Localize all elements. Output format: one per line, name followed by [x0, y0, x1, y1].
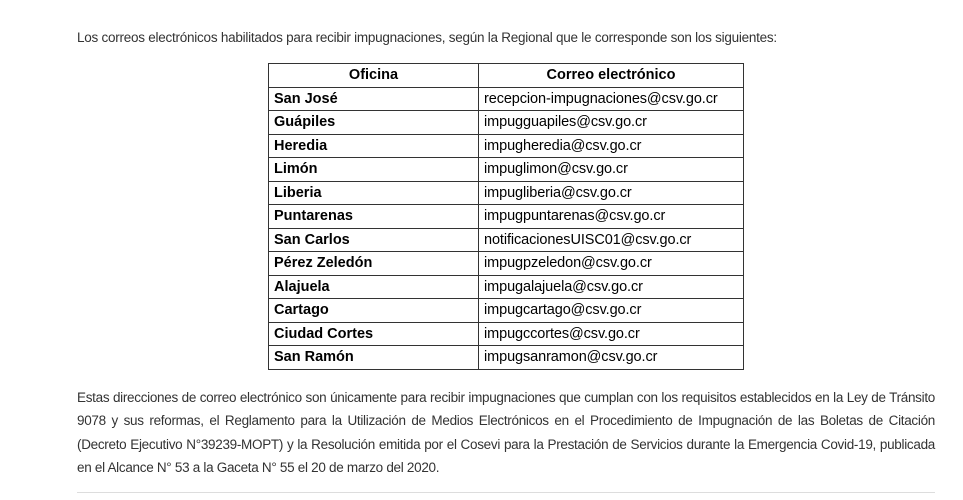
office-cell: Puntarenas: [269, 205, 479, 229]
office-cell: Limón: [269, 158, 479, 182]
email-cell: recepcion-impugnaciones@csv.go.cr: [479, 87, 744, 111]
table-row: [269, 228, 744, 252]
table-row: [269, 158, 744, 182]
email-cell: impugpuntarenas@csv.go.cr: [479, 205, 744, 229]
email-cell: impugliberia@csv.go.cr: [479, 181, 744, 205]
office-cell: Alajuela: [269, 275, 479, 299]
email-cell: impuglimon@csv.go.cr: [479, 158, 744, 182]
table-row: [269, 111, 744, 135]
email-cell: impugsanramon@csv.go.cr: [479, 346, 744, 370]
office-cell: Cartago: [269, 299, 479, 323]
email-cell: impugccortes@csv.go.cr: [479, 322, 744, 346]
email-cell: notificacionesUISC01@csv.go.cr: [479, 228, 744, 252]
table-row: [269, 87, 744, 111]
regional-emails-table: [268, 63, 744, 370]
table-row: [269, 275, 744, 299]
divider: [77, 492, 935, 493]
office-cell: San Ramón: [269, 346, 479, 370]
email-cell: impugguapiles@csv.go.cr: [479, 111, 744, 135]
office-cell: Ciudad Cortes: [269, 322, 479, 346]
email-cell: impugpzeledon@csv.go.cr: [479, 252, 744, 276]
table-row: [269, 252, 744, 276]
office-cell: Heredia: [269, 134, 479, 158]
intro-paragraph: Los correos electrónicos habilitados para recibir impugnaciones, según la Regional que le corresponde son los siguientes:: [77, 29, 777, 45]
table-row: [269, 322, 744, 346]
email-cell: impugheredia@csv.go.cr: [479, 134, 744, 158]
email-cell: impugcartago@csv.go.cr: [479, 299, 744, 323]
table-header-row: [269, 64, 744, 88]
office-cell: San Carlos: [269, 228, 479, 252]
header-office: Oficina: [269, 64, 479, 88]
office-cell: San José: [269, 87, 479, 111]
office-cell: Liberia: [269, 181, 479, 205]
email-cell: impugalajuela@csv.go.cr: [479, 275, 744, 299]
table-row: [269, 205, 744, 229]
table-row: [269, 181, 744, 205]
office-cell: Pérez Zeledón: [269, 252, 479, 276]
table-row: [269, 299, 744, 323]
office-cell: Guápiles: [269, 111, 479, 135]
outro-paragraph: Estas direcciones de correo electrónico son únicamente para recibir impugnaciones que cumplan con los requisitos establecidos en la Ley de Tránsito 9078 y sus reformas, el Reglamento para la Utilización de Medios Electrónicos en el Procedimiento de Impugnación de las Boletas de Citación (Decreto Ejecutivo N°39239-MOPT) y la Resolución emitida por el Cosevi para la Prestación de Servicios durante la Emergencia Covid-19, publicada en el Alcance N° 53 a la Gaceta N° 55 el 20 de marzo del 2020.: [77, 390, 935, 475]
table-row: [269, 346, 744, 370]
header-email: Correo electrónico: [479, 64, 744, 88]
table-row: [269, 134, 744, 158]
